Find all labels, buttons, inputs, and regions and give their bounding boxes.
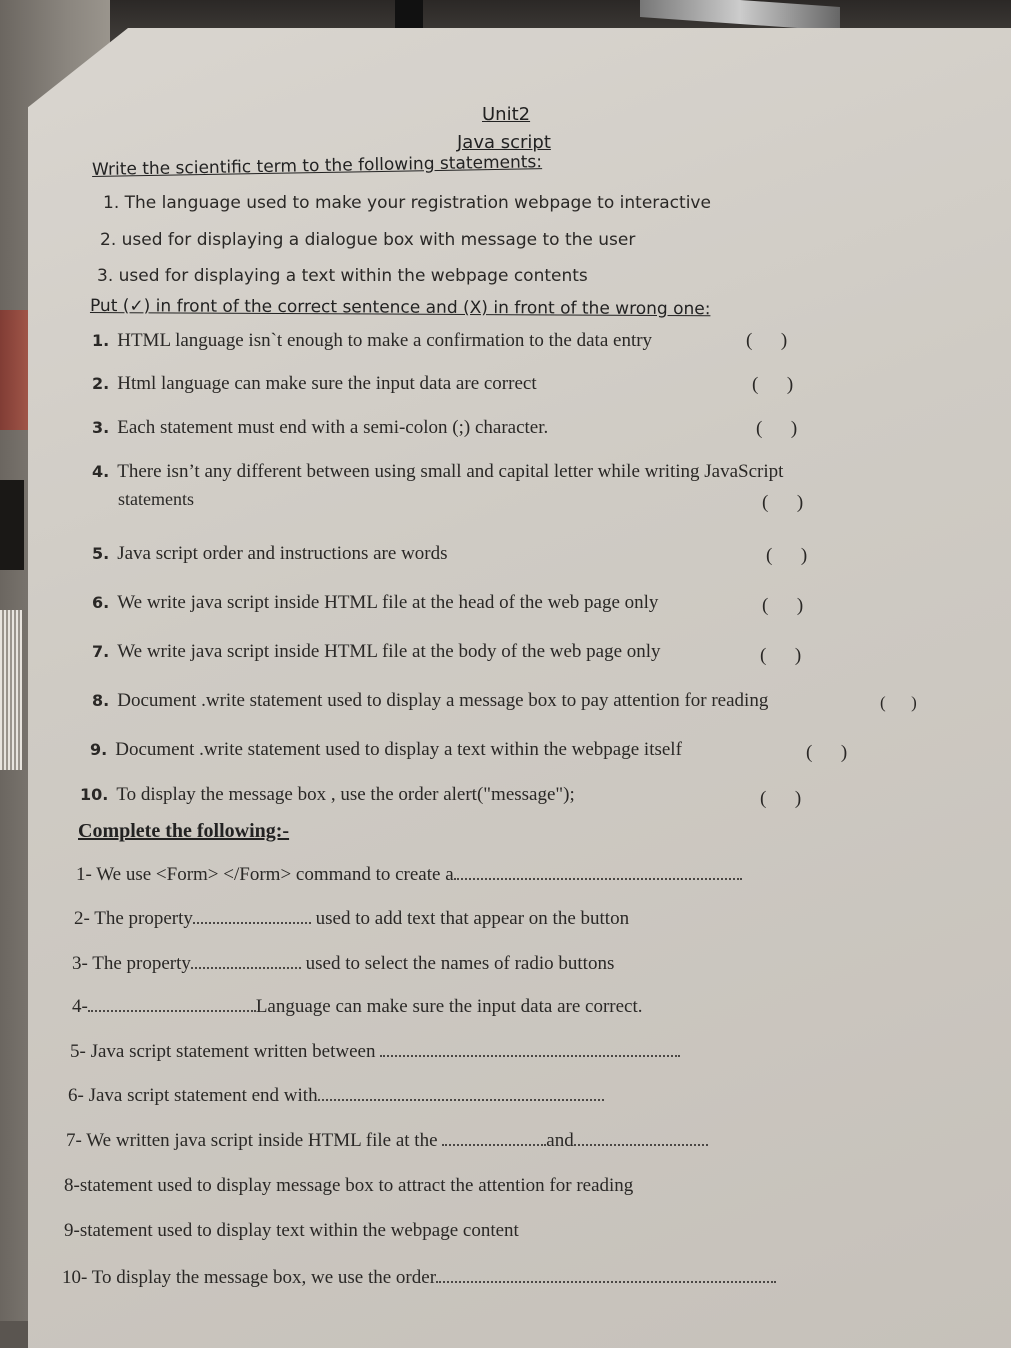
tf-text-7: We write java script inside HTML file at the body of the web page only <box>117 641 661 662</box>
complete-text-7a: We written java script inside HTML file at the <box>86 1130 438 1151</box>
complete-text-6: Java script statement end with <box>88 1085 318 1106</box>
section2-heading: Put (✓) in front of the correct sentence and (X) in front of the wrong one: <box>89 296 711 320</box>
answer-box-2[interactable]: ( ) <box>752 374 794 395</box>
section3-heading: Complete the following:- <box>78 820 290 842</box>
complete-item-5 <box>70 1041 680 1063</box>
answer-box-6[interactable]: ( ) <box>762 595 804 616</box>
blank-3[interactable] <box>191 953 301 969</box>
complete-text-2a: The property <box>94 908 193 929</box>
complete-item-7 <box>66 1130 708 1152</box>
complete-text-3b: used to select the names of radio buttons <box>305 953 615 974</box>
complete-num-7: 7- <box>66 1130 82 1151</box>
complete-num-4: 4- <box>72 996 88 1017</box>
term-item-2 <box>100 230 635 250</box>
complete-text-4: Language can make sure the input data are correct. <box>255 996 643 1017</box>
blank-4[interactable] <box>88 996 256 1012</box>
tf-text-10: To display the message box , use the order alert("message"); <box>116 784 575 805</box>
complete-item-3 <box>72 953 614 975</box>
term-text-1: The language used to make your registration webpage to interactive <box>124 193 711 213</box>
answer-box-7[interactable]: ( ) <box>760 645 802 666</box>
answer-box-4[interactable]: ( ) <box>762 492 804 513</box>
tf-item-10 <box>80 784 575 806</box>
complete-num-8: 8- <box>64 1175 80 1196</box>
tf-num-7: 7. <box>92 642 110 661</box>
complete-item-6 <box>68 1085 604 1107</box>
term-item-3 <box>97 266 588 286</box>
tf-item-9 <box>90 739 682 761</box>
tf-item-4 <box>92 461 783 483</box>
complete-item-4 <box>72 996 643 1018</box>
tf-text-8: Document .write statement used to display a message box to pay attention for reading <box>117 690 769 711</box>
complete-text-7b: and <box>546 1130 574 1151</box>
answer-box-1[interactable]: ( ) <box>746 330 788 351</box>
tf-item-5 <box>92 543 448 565</box>
complete-item-8 <box>64 1175 633 1197</box>
complete-num-10: 10- <box>62 1267 88 1288</box>
complete-text-3a: The property <box>92 953 191 974</box>
complete-item-1 <box>76 864 742 886</box>
answer-box-5[interactable]: ( ) <box>766 545 808 566</box>
term-text-2: used for displaying a dialogue box with message to the user <box>121 230 636 250</box>
tf-item-1 <box>92 330 652 352</box>
tf-num-6: 6. <box>92 593 110 612</box>
tf-item-7 <box>92 641 661 663</box>
tf-item-2 <box>92 373 537 395</box>
blank-1[interactable] <box>454 864 742 880</box>
tf-text-3: Each statement must end with a semi-colon (;) character. <box>117 417 549 438</box>
answer-box-8[interactable]: ( ) <box>880 693 917 712</box>
tf-num-4: 4. <box>92 462 110 481</box>
tf-item-4-cont: statements <box>118 489 194 509</box>
tf-text-4: There isn’t any different between using small and capital letter while writing JavaScript <box>117 461 784 482</box>
complete-text-10: To display the message box, we use the order <box>91 1267 437 1288</box>
tf-text-5: Java script order and instructions are words <box>117 543 448 564</box>
complete-text-1: We use <Form> </Form> command to create a <box>96 864 454 885</box>
blank-5[interactable] <box>380 1041 680 1057</box>
blank-10[interactable] <box>436 1267 776 1283</box>
complete-num-1: 1- <box>76 864 92 885</box>
tf-num-1: 1. <box>92 331 110 350</box>
complete-item-9 <box>64 1220 519 1242</box>
tf-num-9: 9. <box>90 740 108 759</box>
tf-num-8: 8. <box>92 691 110 710</box>
unit-title: Unit2 <box>482 104 531 125</box>
blank-2[interactable] <box>193 908 311 924</box>
complete-item-2 <box>74 908 629 930</box>
tf-text-2: Html language can make sure the input data are correct <box>117 373 537 394</box>
complete-text-8: statement used to display message box to attract the attention for reading <box>79 1175 634 1196</box>
blank-7b[interactable] <box>574 1130 708 1146</box>
term-num-2: 2. <box>100 230 117 250</box>
tf-item-8 <box>92 690 768 712</box>
complete-text-2b: used to add text that appear on the button <box>315 908 630 929</box>
tf-text-9: Document .write statement used to display a text within the webpage itself <box>115 739 682 760</box>
tf-text-1: HTML language isn`t enough to make a confirmation to the data entry <box>117 330 653 351</box>
section1-heading: Write the scientific term to the following statements: <box>91 152 543 180</box>
term-num-1: 1. <box>103 193 120 213</box>
complete-num-6: 6- <box>68 1085 84 1106</box>
term-item-1 <box>103 193 711 213</box>
blank-7a[interactable] <box>442 1130 546 1146</box>
complete-text-9: statement used to display text within the webpage content <box>79 1220 519 1241</box>
answer-box-10[interactable]: ( ) <box>760 788 802 809</box>
answer-box-3[interactable]: ( ) <box>756 418 798 439</box>
tf-num-3: 3. <box>92 418 110 437</box>
tf-num-5: 5. <box>92 544 110 563</box>
complete-item-10 <box>62 1267 776 1289</box>
complete-num-5: 5- <box>70 1041 86 1062</box>
complete-num-2: 2- <box>74 908 90 929</box>
tf-item-3 <box>92 417 548 439</box>
complete-text-5: Java script statement written between <box>90 1041 376 1062</box>
tf-num-2: 2. <box>92 374 110 393</box>
complete-num-9: 9- <box>64 1220 80 1241</box>
tf-item-6 <box>92 592 658 614</box>
subject-title: Java script <box>457 132 551 153</box>
tf-num-10: 10. <box>80 785 109 804</box>
blank-6[interactable] <box>318 1085 604 1101</box>
tf-text-6: We write java script inside HTML file at the head of the web page only <box>117 592 659 613</box>
complete-num-3: 3- <box>72 953 88 974</box>
term-num-3: 3. <box>97 266 114 286</box>
term-text-3: used for displaying a text within the webpage contents <box>118 266 588 286</box>
answer-box-9[interactable]: ( ) <box>806 742 848 763</box>
